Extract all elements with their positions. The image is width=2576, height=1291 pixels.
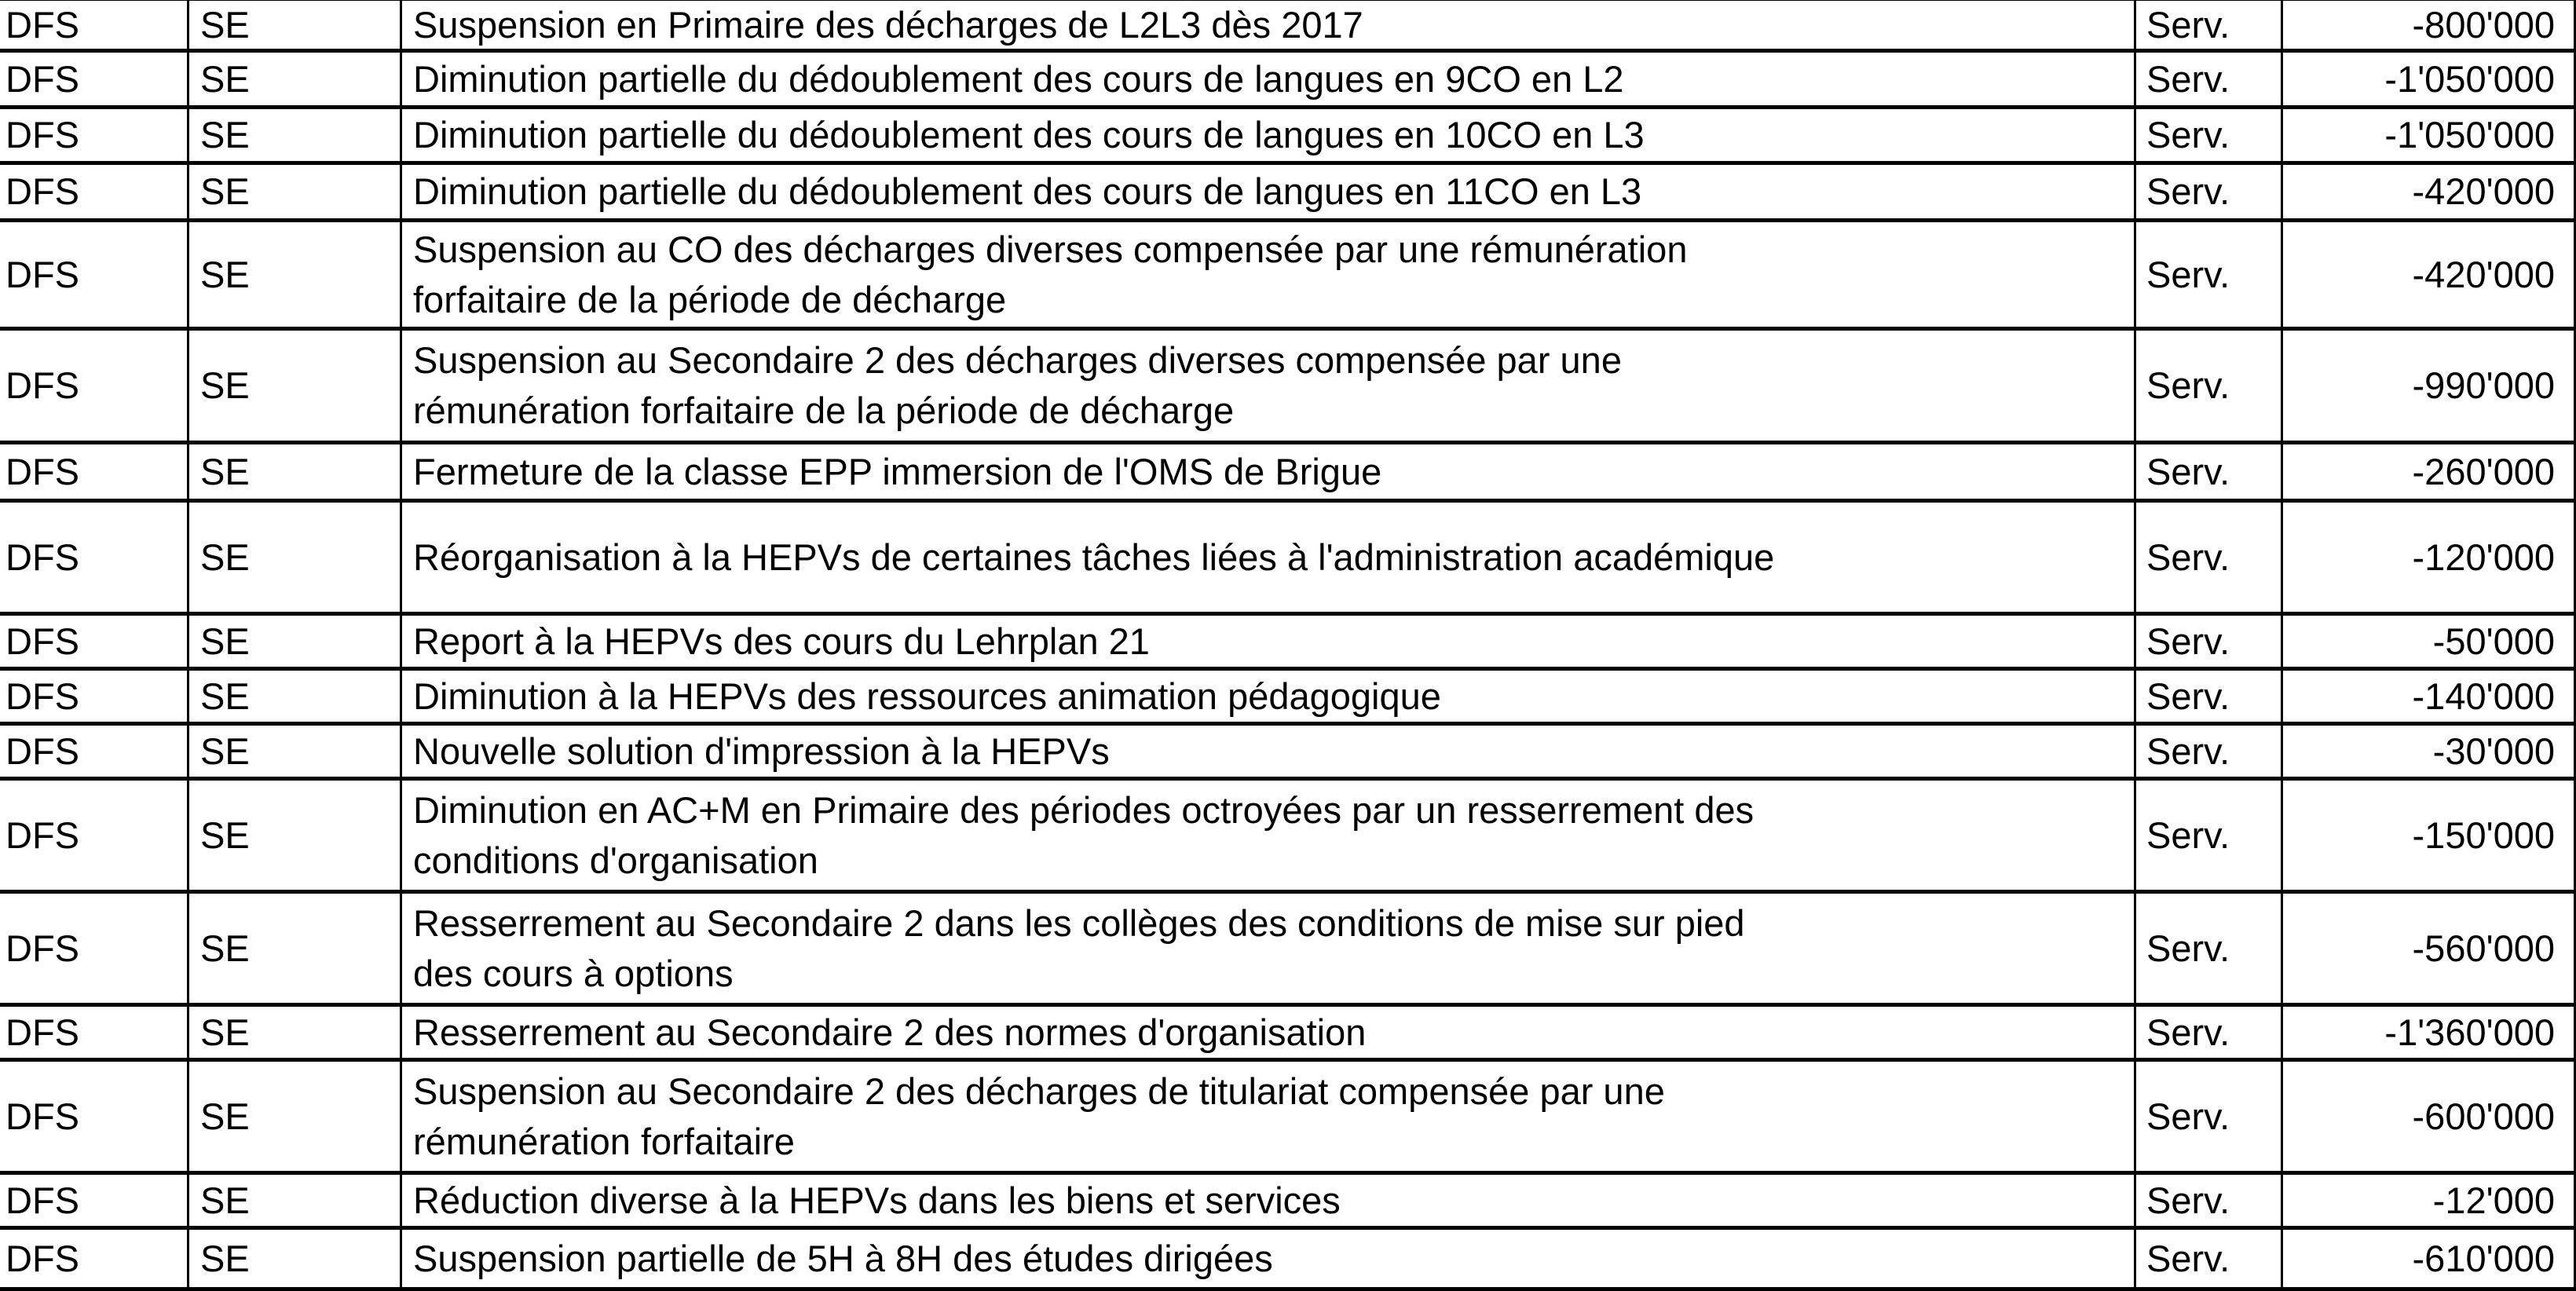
description-cell [400,1062,2134,1171]
service-cell [187,1062,400,1171]
type-cell [2134,53,2281,105]
table-row [0,503,2576,616]
type-cell [2134,671,2281,722]
type-cell [2134,331,2281,441]
department-cell [0,53,187,105]
department-label: DFS [5,57,79,100]
type-label: Serv. [2146,364,2230,406]
description-line: Diminution partielle du dédoublement des cours de langues en 9CO en L2 [413,57,1624,100]
table-row [0,165,2576,222]
amount-value: -560'000 [2412,927,2555,969]
service-cell [187,1007,400,1058]
table-row [0,726,2576,781]
amount-cell [2281,1007,2576,1058]
amount-cell [2281,616,2576,667]
department-cell [0,1230,187,1287]
type-label: Serv. [2146,1237,2230,1279]
description-line: rémunération forfaitaire [413,1120,795,1162]
description-cell [400,1175,2134,1226]
description-cell [400,1007,2134,1058]
department-cell [0,781,187,890]
amount-cell [2281,1062,2576,1171]
service-cell [187,726,400,777]
description-cell [400,1,2134,49]
service-label: SE [200,1237,250,1279]
amount-cell [2281,894,2576,1003]
service-cell [187,109,400,161]
type-label: Serv. [2146,57,2230,100]
service-label: SE [200,170,250,212]
service-label: SE [200,927,250,969]
amount-value: -1'050'000 [2384,114,2555,155]
description-line: Diminution à la HEPVs des ressources animation pédagogique [413,675,1441,717]
table-row [0,1230,2576,1291]
description-line: Suspension partielle de 5H à 8H des études dirigées [413,1237,1273,1279]
type-cell [2134,165,2281,218]
amount-value: -420'000 [2412,170,2555,212]
type-cell [2134,616,2281,667]
description-cell [400,671,2134,722]
description-line: Fermeture de la classe EPP immersion de l'OMS de Brigue [413,450,1382,492]
service-label: SE [200,1179,250,1221]
type-cell [2134,1175,2281,1226]
service-label: SE [200,536,250,578]
service-label: SE [200,1095,250,1137]
description-cell [400,331,2134,441]
department-cell [0,1007,187,1058]
service-label: SE [200,675,250,717]
amount-value: -610'000 [2412,1237,2555,1279]
type-label: Serv. [2146,814,2230,856]
service-cell [187,53,400,105]
description-line: Suspension au Secondaire 2 des décharges de titulariat compensée par une [413,1070,1665,1112]
description-line: Resserrement au Secondaire 2 des normes d'organisation [413,1011,1367,1053]
amount-value: -12'000 [2432,1179,2555,1221]
table-row [0,53,2576,109]
description-line: conditions d'organisation [413,839,818,881]
service-label: SE [200,814,250,856]
description-cell [400,503,2134,612]
description-cell [400,894,2134,1003]
type-label: Serv. [2146,675,2230,717]
department-cell [0,671,187,722]
table-row [0,616,2576,671]
service-label: SE [200,253,250,295]
service-cell [187,616,400,667]
type-label: Serv. [2146,114,2230,155]
type-label: Serv. [2146,730,2230,772]
amount-value: -990'000 [2412,364,2555,406]
amount-cell [2281,165,2576,218]
description-line: rémunération forfaitaire de la période de décharge [413,389,1235,431]
description-cell [400,444,2134,499]
department-cell [0,222,187,327]
type-label: Serv. [2146,536,2230,578]
amount-value: -800'000 [2412,3,2555,46]
table-row [0,781,2576,894]
type-label: Serv. [2146,620,2230,662]
type-cell [2134,781,2281,890]
amount-cell [2281,331,2576,441]
department-label: DFS [5,730,79,772]
department-cell [0,726,187,777]
type-label: Serv. [2146,1179,2230,1221]
amount-value: -120'000 [2412,536,2555,578]
description-cell [400,781,2134,890]
department-cell [0,165,187,218]
service-label: SE [200,620,250,662]
description-cell [400,109,2134,161]
description-line: Diminution partielle du dédoublement des cours de langues en 11CO en L3 [413,170,1642,212]
service-label: SE [200,364,250,406]
description-line: Suspension en Primaire des décharges de L2L3 dès 2017 [413,3,1363,46]
description-line: Suspension au CO des décharges diverses compensée par une rémunération [413,228,1688,270]
department-cell [0,444,187,499]
department-cell [0,616,187,667]
service-cell [187,1230,400,1287]
type-cell [2134,1230,2281,1287]
service-cell [187,894,400,1003]
amount-cell [2281,781,2576,890]
table-row [0,1062,2576,1175]
service-cell [187,503,400,612]
amount-cell [2281,726,2576,777]
department-label: DFS [5,253,79,295]
amount-value: -420'000 [2412,253,2555,295]
description-cell [400,616,2134,667]
type-cell [2134,726,2281,777]
description-line: Diminution partielle du dédoublement des cours de langues en 10CO en L3 [413,114,1645,155]
amount-value: -1'360'000 [2384,1011,2555,1053]
amount-value: -1'050'000 [2384,57,2555,100]
service-label: SE [200,1011,250,1053]
description-cell [400,1230,2134,1287]
type-label: Serv. [2146,1095,2230,1137]
type-cell [2134,109,2281,161]
department-label: DFS [5,927,79,969]
type-cell [2134,1,2281,49]
type-label: Serv. [2146,927,2230,969]
amount-cell [2281,671,2576,722]
table-row [0,894,2576,1007]
service-label: SE [200,450,250,492]
service-cell [187,222,400,327]
description-line: Réduction diverse à la HEPVs dans les biens et services [413,1179,1341,1221]
service-label: SE [200,730,250,772]
amount-cell [2281,503,2576,612]
amount-value: -260'000 [2412,450,2555,492]
department-label: DFS [5,675,79,717]
description-cell [400,53,2134,105]
type-label: Serv. [2146,1011,2230,1053]
service-label: SE [200,3,250,46]
description-line: Suspension au Secondaire 2 des décharges diverses compensée par une [413,339,1622,381]
amount-cell [2281,1230,2576,1287]
description-line: des cours à options [413,952,734,994]
table-row [0,1175,2576,1230]
department-label: DFS [5,1095,79,1137]
service-label: SE [200,114,250,155]
table-row [0,1007,2576,1062]
service-cell [187,165,400,218]
department-cell [0,1062,187,1171]
department-label: DFS [5,170,79,212]
department-label: DFS [5,814,79,856]
description-line: Resserrement au Secondaire 2 dans les collèges des conditions de mise sur pied [413,902,1745,944]
type-label: Serv. [2146,253,2230,295]
department-label: DFS [5,1179,79,1221]
amount-cell [2281,1175,2576,1226]
department-label: DFS [5,450,79,492]
department-label: DFS [5,364,79,406]
service-cell [187,781,400,890]
table-row [0,222,2576,331]
table-row [0,1,2576,53]
department-cell [0,1,187,49]
department-label: DFS [5,1237,79,1279]
amount-cell [2281,444,2576,499]
type-cell [2134,222,2281,327]
amount-cell [2281,109,2576,161]
table-row [0,671,2576,726]
type-cell [2134,1062,2281,1171]
department-cell [0,109,187,161]
amount-value: -30'000 [2432,730,2555,772]
amount-cell [2281,222,2576,327]
service-label: SE [200,57,250,100]
type-label: Serv. [2146,450,2230,492]
department-cell [0,894,187,1003]
type-cell [2134,444,2281,499]
department-cell [0,1175,187,1226]
type-cell [2134,503,2281,612]
type-cell [2134,1007,2281,1058]
type-label: Serv. [2146,170,2230,212]
amount-cell [2281,53,2576,105]
description-cell [400,726,2134,777]
amount-value: -150'000 [2412,814,2555,856]
description-cell [400,165,2134,218]
description-line: Réorganisation à la HEPVs de certaines tâches liées à l'administration académique [413,536,1775,578]
table-row [0,444,2576,503]
table-row [0,109,2576,165]
service-cell [187,331,400,441]
description-line: Diminution en AC+M en Primaire des périodes octroyées par un resserrement des [413,788,1755,831]
amount-cell [2281,1,2576,49]
type-cell [2134,894,2281,1003]
table-row [0,331,2576,444]
description-line: Report à la HEPVs des cours du Lehrplan 21 [413,620,1150,662]
amount-value: -140'000 [2412,675,2555,717]
service-cell [187,444,400,499]
department-label: DFS [5,114,79,155]
service-cell [187,1,400,49]
department-label: DFS [5,620,79,662]
description-line: forfaitaire de la période de décharge [413,278,1007,320]
type-label: Serv. [2146,3,2230,46]
service-cell [187,1175,400,1226]
department-cell [0,331,187,441]
department-label: DFS [5,1011,79,1053]
department-label: DFS [5,536,79,578]
department-label: DFS [5,3,79,46]
description-cell [400,222,2134,327]
description-line: Nouvelle solution d'impression à la HEPVs [413,730,1110,772]
department-cell [0,503,187,612]
service-cell [187,671,400,722]
amount-value: -600'000 [2412,1095,2555,1137]
amount-value: -50'000 [2432,620,2555,662]
